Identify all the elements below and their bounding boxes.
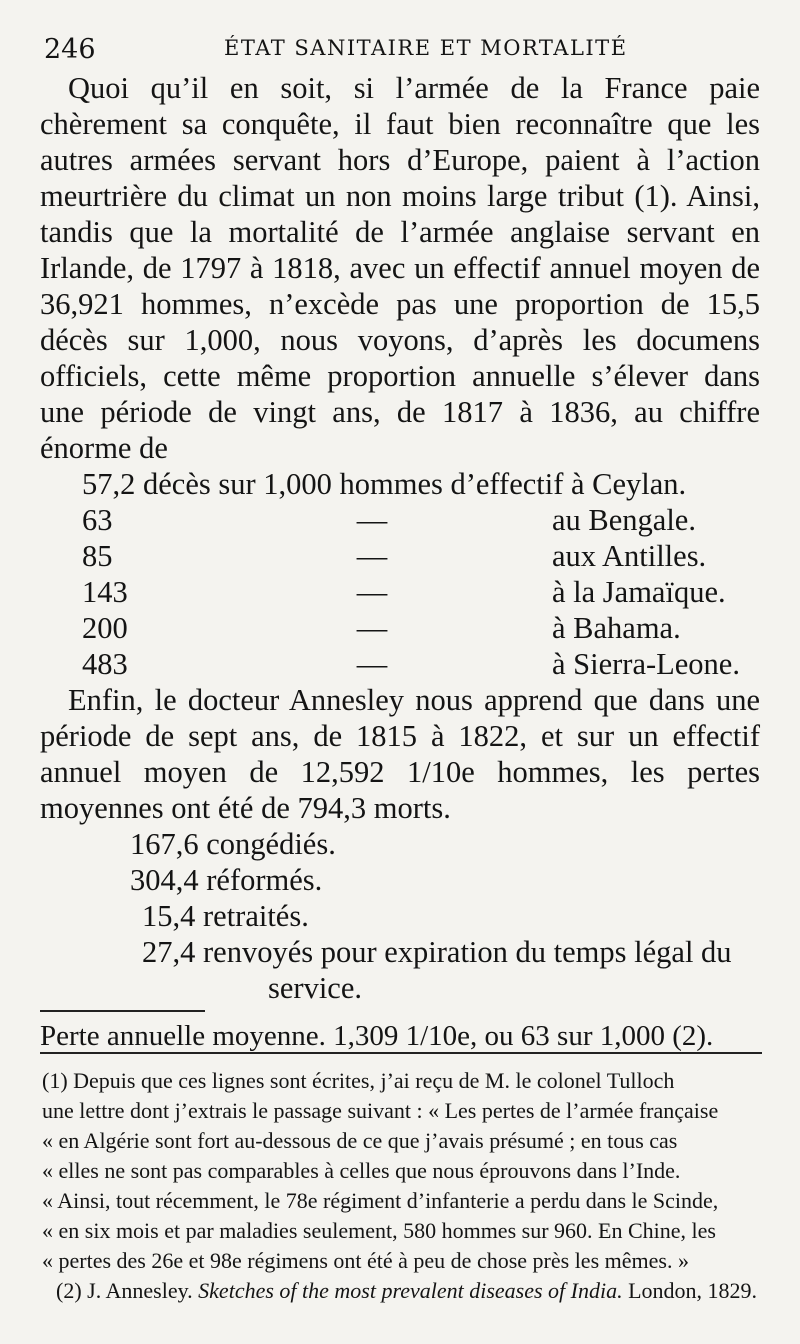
mortality-value: 63 [82, 503, 113, 537]
mortality-row [40, 574, 760, 610]
ditto-dash: — [356, 503, 388, 537]
footnote-line: « en Algérie sont fort au-dessous de ce que j’avais présumé ; en tous cas [42, 1128, 678, 1153]
footnote-2-suffix: London, 1829. [628, 1278, 758, 1303]
mortality-value: 85 [82, 539, 113, 573]
ditto-dash: — [356, 611, 388, 645]
mortality-value: 483 [82, 647, 128, 681]
footnote-1 [42, 1066, 760, 1276]
mortality-row-ceylan [40, 466, 760, 502]
ditto-dash: — [356, 539, 388, 573]
total-line: Perte annuelle moyenne. 1,309 1/10e, ou 63 sur 1,000 (2). [40, 1020, 714, 1052]
losses-list [40, 826, 760, 1006]
footnote-line: une lettre dont j’extrais le passage suivant : « Les pertes de l’armée française [42, 1098, 719, 1123]
running-header [44, 22, 760, 65]
loss-item: 15,4 retraités. [142, 899, 309, 933]
mortality-row [40, 610, 760, 646]
mortality-value: 143 [82, 575, 128, 609]
footnote-2 [42, 1276, 760, 1306]
footnotes [42, 1066, 760, 1306]
footnote-line: « elles ne sont pas comparables à celles que nous éprouvons dans l’Inde. [42, 1158, 681, 1183]
mortality-value: 200 [82, 611, 128, 645]
sum-rule [40, 1010, 205, 1012]
footnote-line: (1) Depuis que ces lignes sont écrites, j’ai reçu de M. le colonel Tulloch [42, 1068, 675, 1093]
footnote-rule [40, 1052, 762, 1054]
mortality-place: à la Jamaïque. [552, 575, 726, 609]
mortality-place: à Bahama. [552, 611, 681, 645]
ditto-dash: — [356, 647, 388, 681]
page-number: 246 [44, 34, 96, 65]
footnote-line: « Ainsi, tout récemment, le 78e régiment d’infanterie a perdu dans le Scinde, [42, 1188, 719, 1213]
loss-item: 304,4 réformés. [130, 863, 323, 897]
mortality-place: au Bengale. [552, 503, 696, 537]
loss-item: service. [268, 971, 362, 1005]
mortality-place: aux Antilles. [552, 539, 707, 573]
mortality-first-line: 57,2 décès sur 1,000 hommes d’effectif à Ceylan. [82, 467, 687, 501]
ditto-dash: — [356, 575, 388, 609]
mortality-row [40, 538, 760, 574]
main-text [40, 70, 760, 1054]
loss-item: 167,6 congédiés. [130, 827, 336, 861]
paragraph-1: Quoi qu’il en soit, si l’armée de la France paie chèrement sa conquête, il faut bien reconnaître que les autres armées servant hors d’Europe, paient à l’action meurtrière du climat un non moins large tribut (1). Ainsi, tandis que la mortalité de l’armée anglaise servant en Irlande, de 1797 à 1818, avec un effectif annuel moyen de 36,921 hommes, n’excède pas une proportion de 15,5 décès sur 1,000, nous voyons, d’après les documens officiels, cette même proportion annuelle s’élever dans une période de vingt ans, de 1817 à 1836, au chiffre énorme de [40, 71, 760, 465]
footnote-line: « pertes des 26e et 98e régimens ont été à peu de chose près les mêmes. » [42, 1248, 689, 1273]
mortality-table [40, 466, 760, 682]
footnote-2-title: Sketches of the most prevalent diseases of India. [198, 1278, 623, 1303]
paragraph-2: Enfin, le docteur Annesley nous apprend que dans une période de sept ans, de 1815 à 1822, et sur un effectif annuel moyen de 12,592 1/10e hommes, les pertes moyennes ont été de 794,3 morts. [40, 683, 760, 825]
footnote-line: « en six mois et par maladies seulement, 580 hommes sur 960. En Chine, les [42, 1218, 716, 1243]
mortality-row [40, 646, 760, 682]
mortality-place: à Sierra-Leone. [552, 647, 740, 681]
mortality-row [40, 502, 760, 538]
loss-item: 27,4 renvoyés pour expiration du temps légal du [142, 935, 732, 969]
running-title: ÉTAT SANITAIRE ET MORTALITÉ [224, 36, 628, 60]
footnote-2-prefix: (2) J. Annesley. [56, 1278, 193, 1303]
